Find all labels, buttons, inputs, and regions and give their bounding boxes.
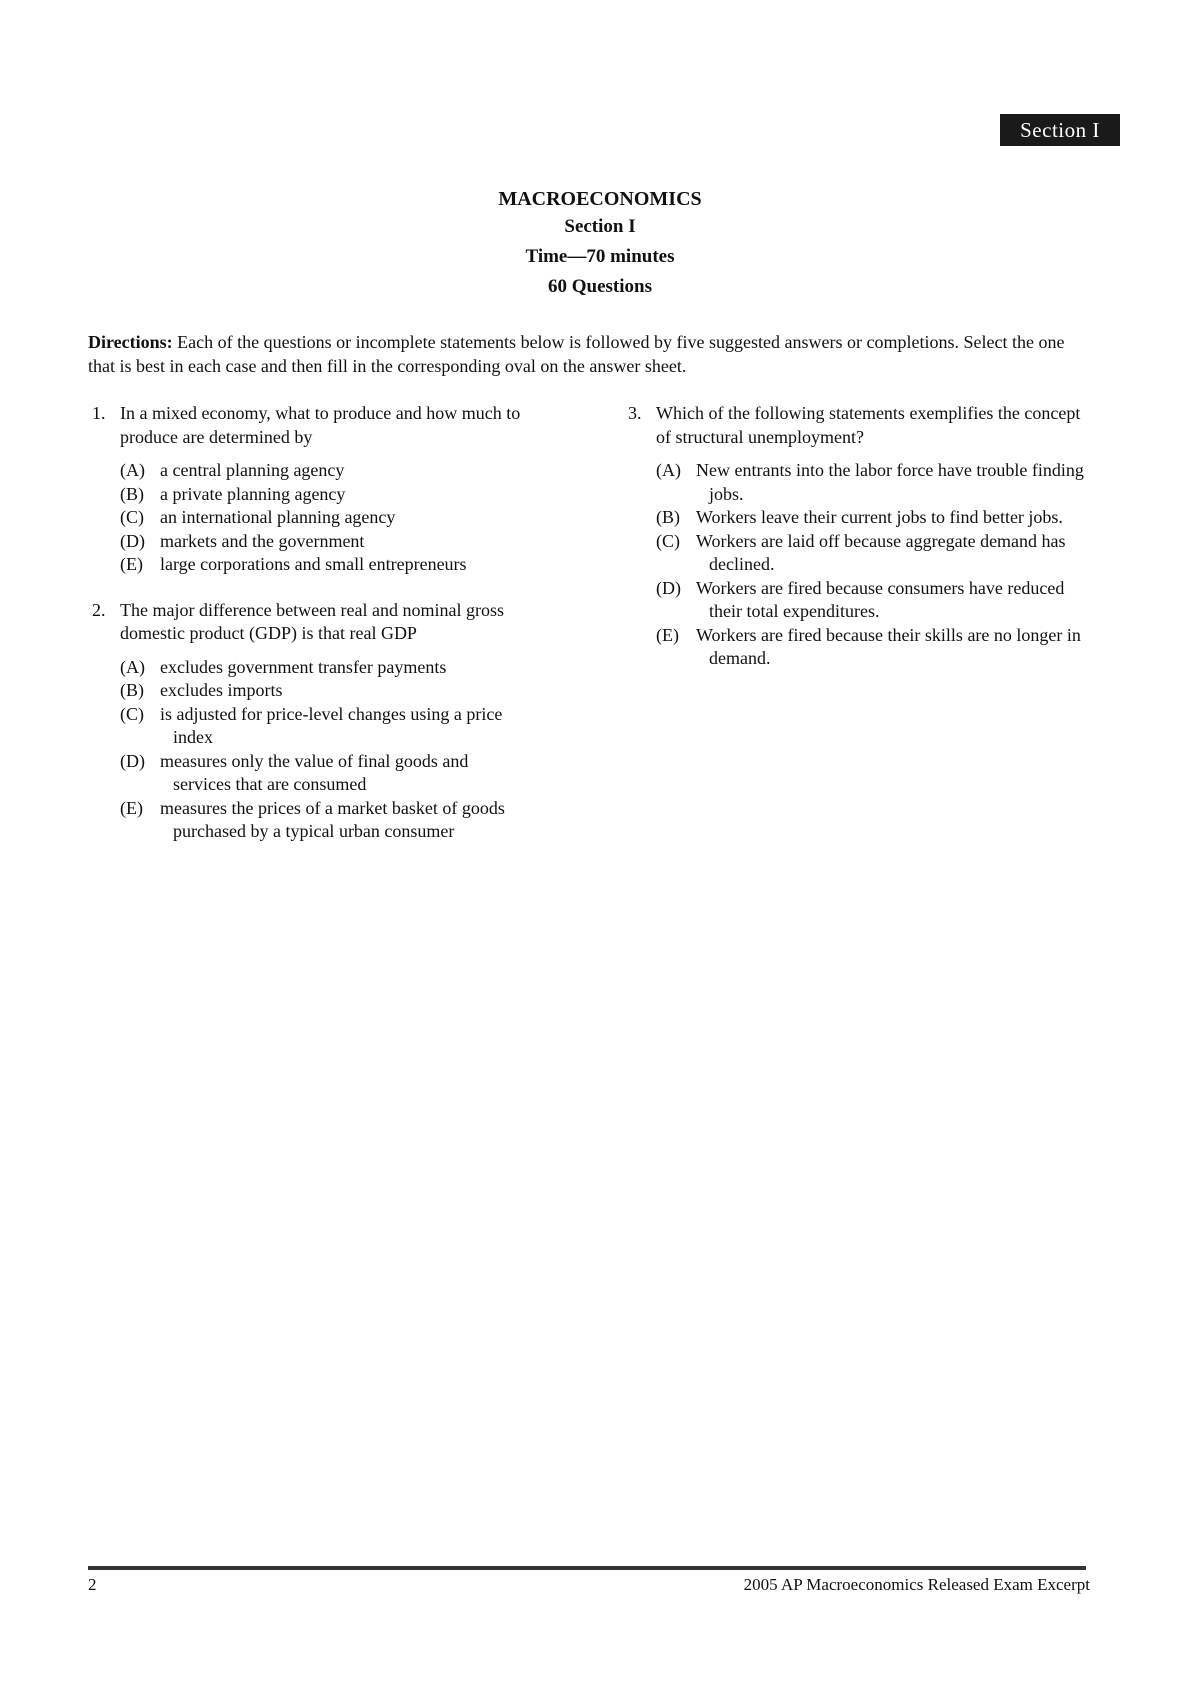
answer-option bbox=[120, 703, 515, 750]
option-label: (A) bbox=[120, 460, 145, 480]
option-text: measures only the value of final goods and services that are consumed bbox=[160, 750, 469, 794]
option-text: Workers are fired because consumers have reduced their total expenditures. bbox=[696, 577, 1065, 621]
question-2 bbox=[92, 599, 562, 844]
answer-option bbox=[120, 530, 562, 554]
answer-option bbox=[120, 679, 515, 703]
option-label: (B) bbox=[656, 507, 680, 527]
answer-option bbox=[120, 483, 562, 507]
answer-option bbox=[120, 797, 515, 844]
question-stem: In a mixed economy, what to produce and how much to produce are determined by bbox=[120, 403, 521, 447]
answer-option bbox=[656, 459, 1098, 506]
left-column bbox=[92, 402, 562, 866]
question-1 bbox=[92, 402, 562, 577]
directions bbox=[88, 330, 1088, 378]
question-stem: Which of the following statements exemplifies the concept of structural unemployment? bbox=[656, 403, 1081, 447]
option-label: (C) bbox=[120, 507, 144, 527]
option-label: (A) bbox=[656, 460, 681, 480]
section-title: Section I bbox=[564, 216, 636, 237]
page-number: 2 bbox=[88, 1575, 97, 1594]
answer-option bbox=[656, 506, 1098, 530]
question-number: 2. bbox=[92, 599, 106, 620]
option-text: Workers are laid off because aggregate demand has declined. bbox=[696, 530, 1066, 574]
option-text: measures the prices of a market basket of goods purchased by a typical urban consumer bbox=[160, 797, 505, 841]
option-text: excludes government transfer payments bbox=[160, 656, 447, 677]
footer-title: 2005 AP Macroeconomics Released Exam Excerpt bbox=[743, 1575, 1090, 1594]
option-label: (E) bbox=[120, 797, 143, 818]
option-text: is adjusted for price-level changes using a price index bbox=[160, 703, 503, 747]
option-label: (B) bbox=[120, 680, 144, 700]
subject-title: MACROECONOMICS bbox=[498, 188, 702, 210]
answer-option bbox=[656, 624, 1098, 671]
footer-rule bbox=[88, 1566, 1086, 1570]
question-count: 60 Questions bbox=[548, 276, 652, 297]
option-label: (D) bbox=[656, 577, 681, 598]
option-label: (E) bbox=[656, 624, 679, 645]
right-column bbox=[628, 402, 1098, 693]
option-label: (B) bbox=[120, 483, 144, 504]
directions-label: Directions: bbox=[88, 332, 173, 352]
question-number: 3. bbox=[628, 403, 642, 423]
option-text: New entrants into the labor force have trouble finding jobs. bbox=[696, 460, 1084, 504]
option-text: markets and the government bbox=[160, 530, 365, 551]
question-3 bbox=[628, 402, 1098, 671]
time-limit: Time—70 minutes bbox=[525, 246, 675, 267]
answer-option bbox=[656, 530, 1098, 577]
answer-options bbox=[92, 459, 562, 577]
section-badge: Section I bbox=[1000, 114, 1120, 146]
option-text: a private planning agency bbox=[160, 483, 346, 504]
answer-option bbox=[120, 459, 562, 483]
answer-options bbox=[628, 459, 1098, 671]
answer-option bbox=[120, 656, 515, 680]
answer-option bbox=[120, 750, 515, 797]
question-stem: The major difference between real and nominal gross domestic product (GDP) is that real GDP bbox=[120, 599, 505, 643]
answer-option bbox=[120, 506, 562, 530]
option-text: large corporations and small entrepreneurs bbox=[160, 554, 467, 574]
answer-options bbox=[92, 656, 515, 844]
option-label: (A) bbox=[120, 656, 145, 677]
answer-option bbox=[656, 577, 1098, 624]
option-text: Workers leave their current jobs to find better jobs. bbox=[696, 507, 1063, 527]
option-label: (D) bbox=[120, 530, 145, 551]
option-text: Workers are fired because their skills are no longer in demand. bbox=[696, 624, 1081, 668]
option-label: (C) bbox=[120, 703, 144, 724]
directions-text: Each of the questions or incomplete statements below is followed by five suggested answers or completions. Select the one that is best in each case and then fill in the corresponding oval on the answer sheet. bbox=[88, 332, 1065, 376]
answer-option bbox=[120, 553, 562, 577]
option-label: (C) bbox=[656, 530, 680, 551]
question-number: 1. bbox=[92, 403, 106, 423]
option-text: an international planning agency bbox=[160, 507, 396, 527]
option-label: (E) bbox=[120, 554, 143, 574]
option-text: a central planning agency bbox=[160, 460, 345, 480]
option-label: (D) bbox=[120, 750, 145, 771]
option-text: excludes imports bbox=[160, 680, 283, 700]
